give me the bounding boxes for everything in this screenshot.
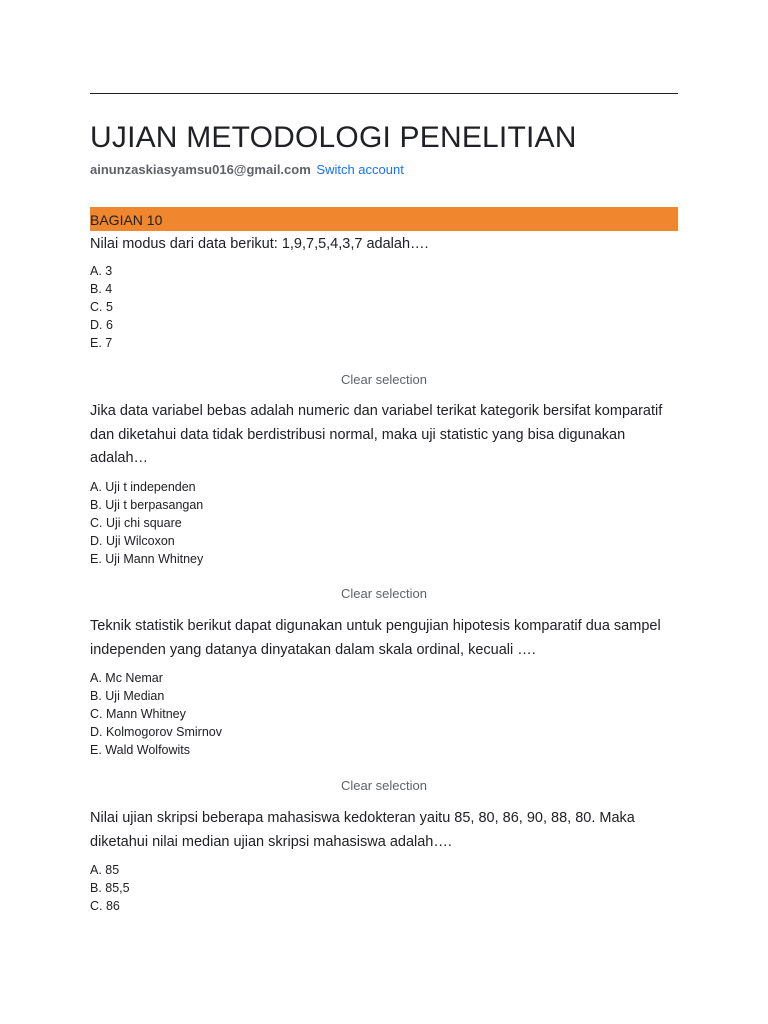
question-text: Nilai ujian skripsi beberapa mahasiswa kedokteran yaitu 85, 80, 86, 90, 88, 80. Maka diketahui nilai median ujian skripsi mahasiswa adalah…. [90, 810, 635, 850]
question-4 [90, 807, 678, 915]
option-list [90, 861, 678, 915]
option-item[interactable]: E. Uji Mann Whitney [90, 551, 204, 566]
option-item[interactable]: E. Wald Wolfowits [90, 743, 191, 757]
question-2 [90, 400, 678, 568]
option-item[interactable]: C. 86 [90, 899, 120, 913]
option-item[interactable]: A. Mc Nemar [90, 671, 163, 685]
section-title: BAGIAN 10 [90, 212, 163, 228]
option-item[interactable]: A. Uji t independen [90, 479, 196, 494]
option-list [90, 669, 678, 759]
question-3 [90, 615, 678, 759]
option-list [90, 262, 678, 352]
question-text: Teknik statistik berikut dapat digunakan untuk pengujian hipotesis komparatif dua sampel independen yang datanya dinyatakan dalam skala ordinal, kecuali …. [90, 618, 661, 658]
option-item[interactable]: C. Mann Whitney [90, 707, 186, 721]
option-item[interactable]: B. Uji t berpasangan [90, 497, 204, 512]
question-text: Jika data variabel bebas adalah numeric dan variabel terikat kategorik bersifat komparatif dan diketahui data tidak berdistribusi normal, maka uji statistic yang bisa digunakan adalah… [90, 403, 663, 466]
option-item[interactable]: D. Kolmogorov Smirnov [90, 725, 222, 739]
option-item[interactable]: B. Uji Median [90, 689, 165, 703]
switch-account-link[interactable]: Switch account [316, 162, 404, 177]
account-email: ainunzaskiasyamsu016@gmail.com [90, 162, 311, 177]
top-divider [90, 93, 678, 94]
clear-selection-button[interactable]: Clear selection [341, 586, 427, 601]
option-item[interactable]: A. 3 [90, 263, 113, 278]
option-list [90, 478, 678, 568]
question-text: Nilai modus dari data berikut: 1,9,7,5,4,3,7 adalah…. [90, 236, 429, 252]
option-item[interactable]: A. 85 [90, 863, 120, 877]
question-1 [90, 233, 678, 352]
form-title: UJIAN METODOLOGI PENELITIAN [90, 121, 577, 154]
option-item[interactable]: D. 6 [90, 317, 113, 332]
option-item[interactable]: C. 5 [90, 299, 113, 314]
clear-selection-button[interactable]: Clear selection [341, 372, 427, 387]
option-item[interactable]: E. 7 [90, 335, 113, 350]
option-item[interactable]: D. Uji Wilcoxon [90, 533, 175, 548]
option-item[interactable]: B. 4 [90, 281, 113, 296]
option-item[interactable]: C. Uji chi square [90, 515, 182, 530]
section-header-bar [90, 207, 678, 231]
option-item[interactable]: B. 85,5 [90, 881, 130, 895]
clear-selection-button[interactable]: Clear selection [341, 778, 427, 793]
account-row [90, 161, 404, 178]
